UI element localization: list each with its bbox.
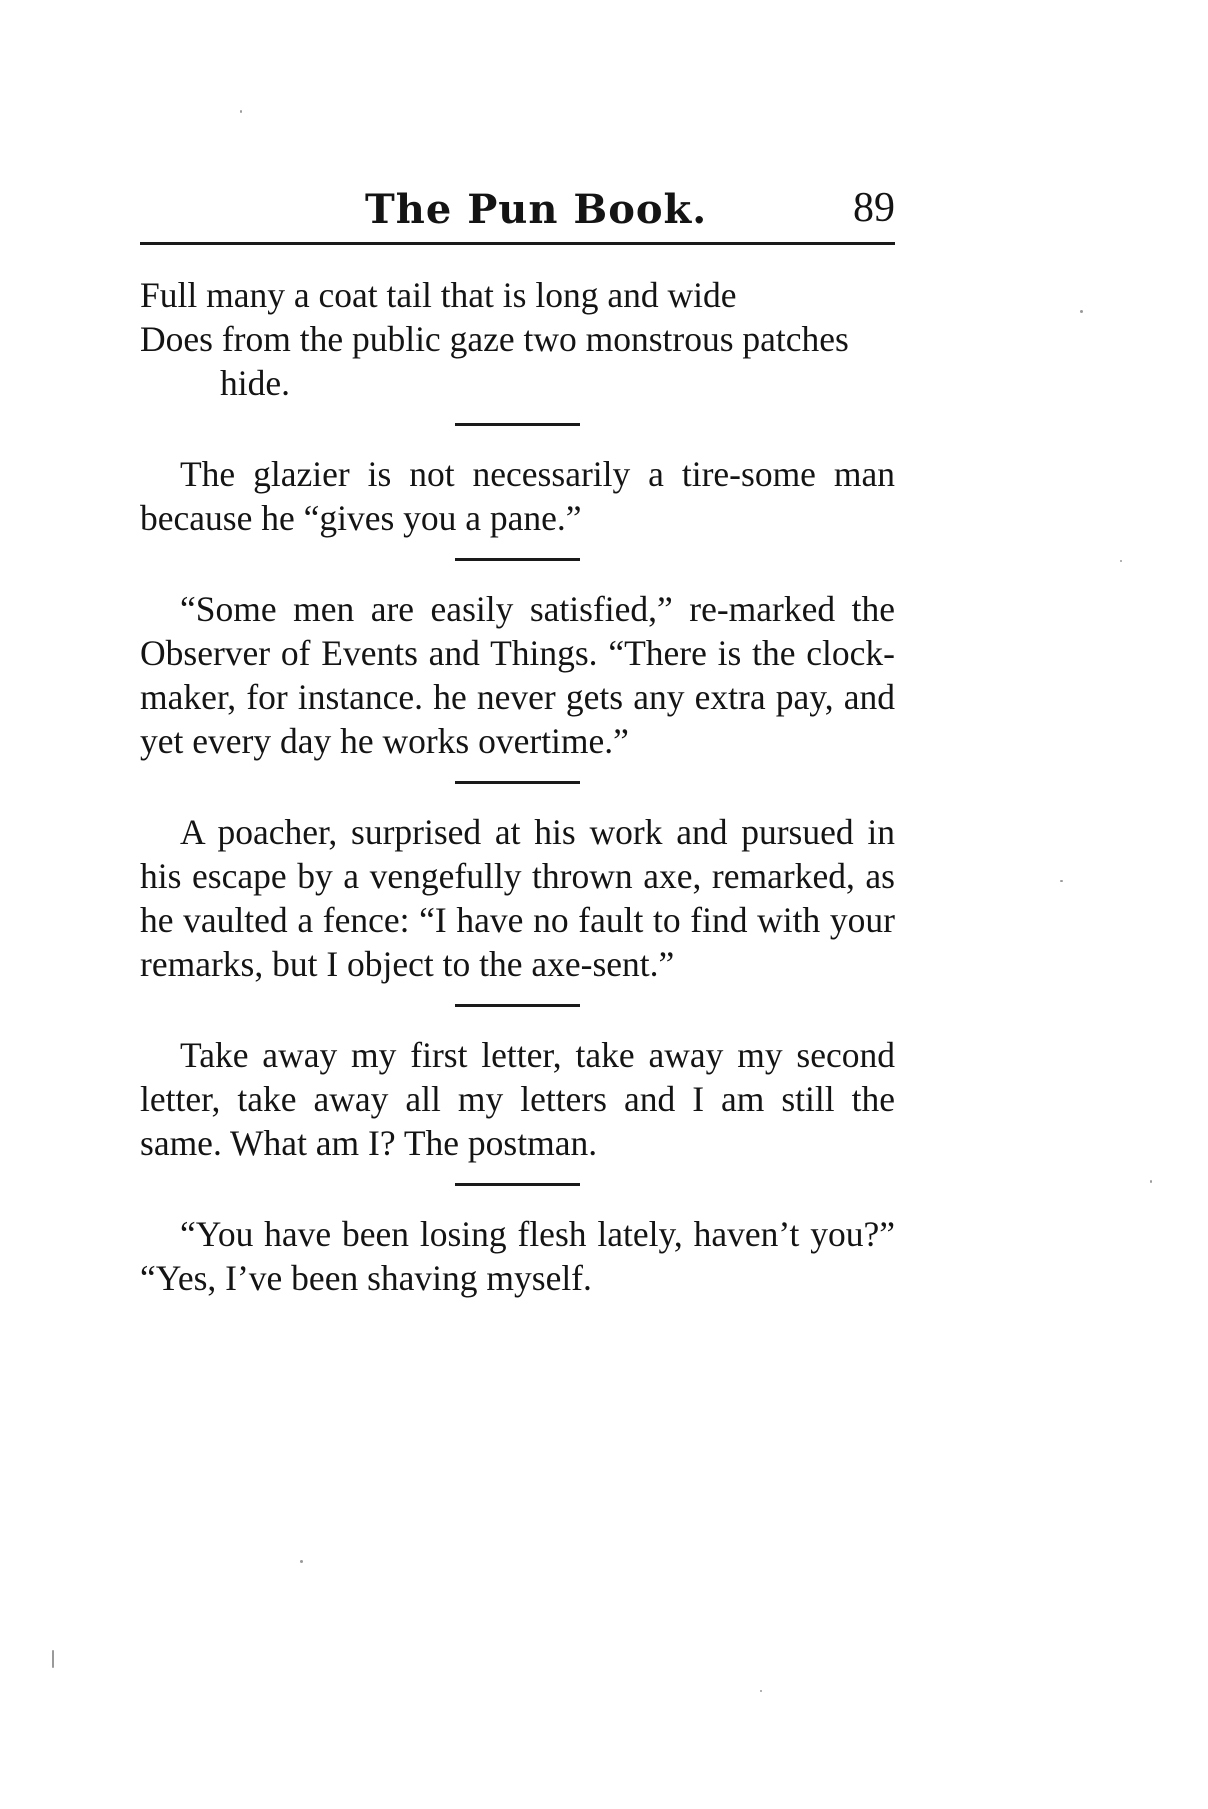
- page-header: [140, 180, 895, 245]
- pun-paragraph: The glazier is not necessarily a tire-some man because he “gives you a pane.”: [140, 454, 895, 538]
- paper-speck: [1150, 1180, 1152, 1183]
- paper-speck: [240, 110, 242, 113]
- book-page: [140, 180, 895, 1300]
- pun-paragraph: Take away my first letter, take away my second letter, take away all my letters and I am still the same. What am I? The postman.: [140, 1035, 895, 1163]
- page-content: [140, 273, 895, 1300]
- separator-rule: [455, 781, 580, 784]
- running-title: The Pun Book.: [365, 186, 708, 233]
- paper-speck: [1080, 310, 1083, 313]
- separator-rule: [455, 558, 580, 561]
- page-number: 89: [853, 185, 895, 231]
- paper-speck: [760, 1690, 762, 1692]
- verse-line: Does from the public gaze two monstrous patches hide.: [140, 319, 849, 403]
- pun-paragraph: A poacher, surprised at his work and pursued in his escape by a vengefully thrown axe, remarked, as he vaulted a fence: “I have no fault to find with your remarks, but I object to the axe-sent.”: [140, 812, 895, 984]
- separator-rule: [455, 423, 580, 426]
- separator-rule: [455, 1004, 580, 1007]
- verse-line: Full many a coat tail that is long and wide: [140, 275, 737, 315]
- pun-paragraph: “You have been losing flesh lately, haven’t you?” “Yes, I’ve been shaving myself.: [140, 1214, 895, 1298]
- verse: [140, 273, 895, 405]
- separator-rule: [455, 1183, 580, 1186]
- paper-speck: [1060, 880, 1063, 882]
- paper-speck: [52, 1650, 54, 1668]
- paper-speck: [300, 1560, 303, 1563]
- paper-speck: [1120, 560, 1122, 562]
- pun-paragraph: “Some men are easily satisfied,” re-marked the Observer of Events and Things. “There is the clock-maker, for instance. he never gets any extra pay, and yet every day he works overtime.”: [140, 589, 895, 761]
